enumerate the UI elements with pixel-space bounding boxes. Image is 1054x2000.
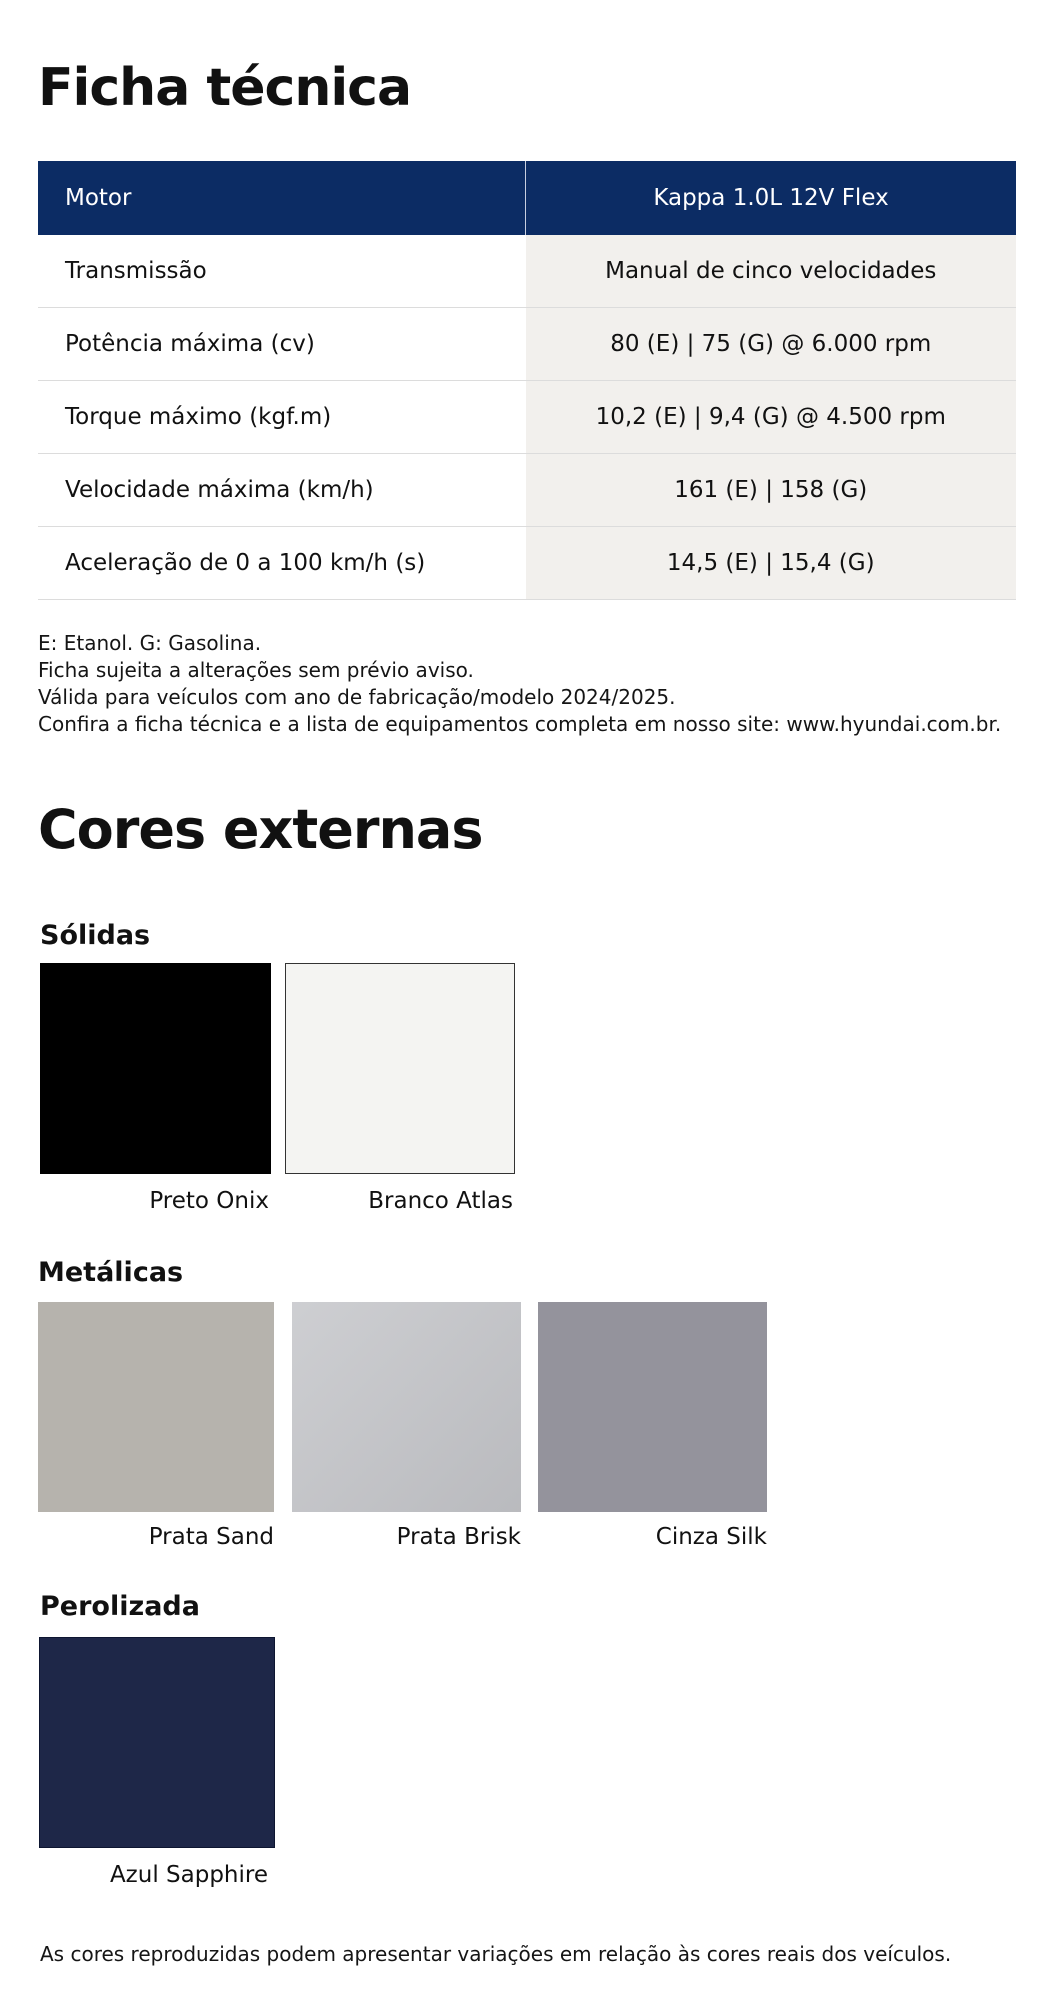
spec-header-value: Kappa 1.0L 12V Flex — [526, 161, 1017, 235]
color-name-prata-brisk: Prata Brisk — [396, 1524, 521, 1550]
spec-row-label: Potência máxima (cv) — [38, 308, 526, 381]
spec-row-value: 14,5 (E) | 15,4 (G) — [526, 527, 1017, 600]
spec-table — [38, 161, 1016, 600]
color-name-branco-atlas: Branco Atlas — [368, 1188, 513, 1214]
spec-row-value: 10,2 (E) | 9,4 (G) @ 4.500 rpm — [526, 381, 1017, 454]
color-name-preto-onix: Preto Onix — [149, 1188, 269, 1214]
table-row — [38, 235, 1016, 308]
color-swatch-branco-atlas — [285, 963, 515, 1174]
spec-row-value: 161 (E) | 158 (G) — [526, 454, 1017, 527]
colors-disclaimer: As cores reproduzidas podem apresentar variações em relação às cores reais dos veículos. — [40, 1942, 952, 1966]
metallic-group-title: Metálicas — [38, 1257, 184, 1288]
spec-row-label: Transmissão — [38, 235, 526, 308]
color-swatch-prata-brisk — [292, 1302, 521, 1512]
color-swatch-cinza-silk — [538, 1302, 767, 1512]
spec-row-value: Manual de cinco velocidades — [526, 235, 1017, 308]
pearl-group-title: Perolizada — [40, 1591, 200, 1622]
spec-note: Confira a ficha técnica e a lista de equipamentos completa em nosso site: www.hyundai.com.br. — [38, 712, 1002, 736]
spec-header-label: Motor — [38, 161, 526, 235]
spec-row-label: Torque máximo (kgf.m) — [38, 381, 526, 454]
spec-notes — [38, 630, 1001, 738]
solid-group-title: Sólidas — [40, 920, 151, 951]
spec-note: Ficha sujeita a alterações sem prévio aviso. — [38, 658, 474, 682]
spec-row-value: 80 (E) | 75 (G) @ 6.000 rpm — [526, 308, 1017, 381]
color-name-azul-sapphire: Azul Sapphire — [109, 1862, 268, 1888]
spec-row-label: Velocidade máxima (km/h) — [38, 454, 526, 527]
color-name-cinza-silk: Cinza Silk — [655, 1524, 767, 1550]
table-row — [38, 527, 1016, 600]
spec-row-label: Aceleração de 0 a 100 km/h (s) — [38, 527, 526, 600]
spec-note: E: Etanol. G: Gasolina. — [38, 631, 262, 655]
color-swatch-prata-sand — [38, 1302, 274, 1512]
spec-note: Válida para veículos com ano de fabricação/modelo 2024/2025. — [38, 685, 676, 709]
spec-header-row — [38, 161, 1016, 235]
table-row — [38, 454, 1016, 527]
color-name-prata-sand: Prata Sand — [148, 1524, 274, 1550]
table-row — [38, 308, 1016, 381]
table-row — [38, 381, 1016, 454]
color-swatch-azul-sapphire — [39, 1637, 275, 1848]
color-swatch-preto-onix — [40, 963, 271, 1174]
spec-title: Ficha técnica — [38, 58, 412, 118]
colors-title: Cores externas — [38, 798, 483, 861]
